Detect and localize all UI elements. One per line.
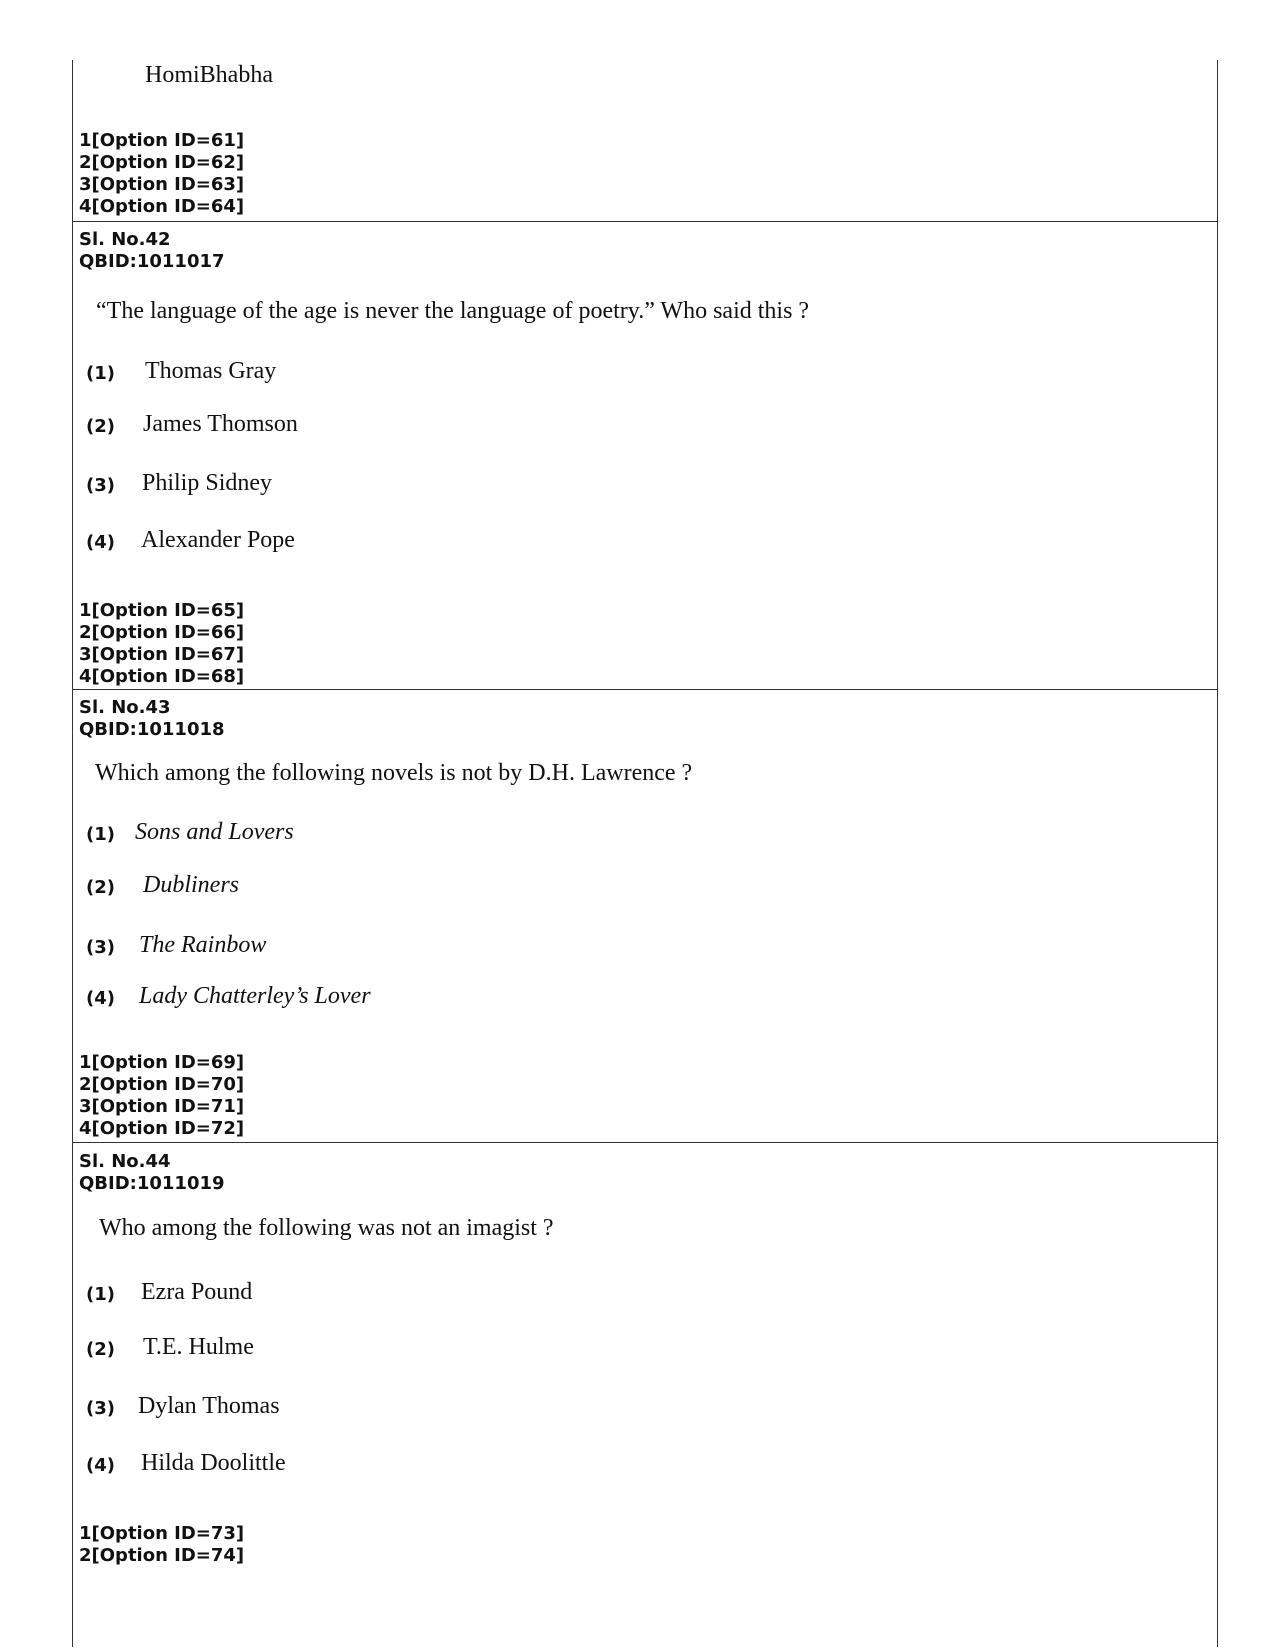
serial-number: Sl. No.42 [79, 229, 171, 250]
option-id-line: 4[Option ID=68] [79, 666, 245, 687]
serial-number: Sl. No.44 [79, 1151, 171, 1172]
option-number: (2) [86, 1339, 115, 1360]
option-id-line: 2[Option ID=70] [79, 1074, 245, 1095]
option-number: (4) [86, 532, 115, 553]
option-text: Ezra Pound [141, 1279, 253, 1305]
option-number: (2) [86, 416, 115, 437]
question-text-44: Who among the following was not an imagist ? [99, 1215, 554, 1241]
question-text-42: “The language of the age is never the language of poetry.” Who said this ? [96, 298, 810, 324]
question-divider [72, 221, 1218, 222]
option-id-line: 4[Option ID=64] [79, 196, 245, 217]
option-number: (3) [86, 937, 115, 958]
question-divider [72, 1142, 1218, 1143]
option-text: T.E. Hulme [143, 1334, 254, 1360]
option-ids-43 [79, 1052, 244, 1140]
qbid: QBID:1011019 [79, 1173, 225, 1194]
option-id-line: 4[Option ID=72] [79, 1118, 245, 1139]
option-text: Dubliners [143, 872, 239, 898]
option-id-line: 3[Option ID=67] [79, 644, 245, 665]
previous-option-text: HomiBhabha [145, 62, 273, 88]
question-header-42 [79, 229, 225, 273]
option-id-line: 3[Option ID=71] [79, 1096, 245, 1117]
option-id-line: 2[Option ID=66] [79, 622, 245, 643]
option-text: Thomas Gray [145, 358, 277, 384]
option-id-line: 1[Option ID=65] [79, 600, 245, 621]
question-text-43: Which among the following novels is not by D.H. Lawrence ? [95, 760, 693, 786]
option-text: Lady Chatterley’s Lover [139, 983, 371, 1009]
option-id-line: 3[Option ID=63] [79, 174, 245, 195]
option-number: (4) [86, 988, 115, 1009]
option-ids-42 [79, 600, 244, 688]
option-number: (1) [86, 824, 115, 845]
qbid: QBID:1011018 [79, 719, 225, 740]
option-number: (3) [86, 1398, 115, 1419]
option-id-line: 1[Option ID=73] [79, 1523, 245, 1544]
option-number: (4) [86, 1455, 115, 1476]
option-text: James Thomson [143, 411, 298, 437]
option-number: (1) [86, 1284, 115, 1305]
option-text: Hilda Doolittle [141, 1450, 286, 1476]
question-header-43 [79, 697, 225, 741]
previous-option-ids [79, 130, 244, 218]
serial-number: Sl. No.43 [79, 697, 171, 718]
option-id-line: 2[Option ID=62] [79, 152, 245, 173]
qbid: QBID:1011017 [79, 251, 225, 272]
question-header-44 [79, 1151, 225, 1195]
option-text: Dylan Thomas [138, 1393, 280, 1419]
option-text: Sons and Lovers [135, 819, 294, 845]
option-number: (2) [86, 877, 115, 898]
option-ids-44 [79, 1523, 244, 1567]
option-id-line: 2[Option ID=74] [79, 1545, 245, 1566]
option-text: The Rainbow [139, 932, 267, 958]
option-number: (3) [86, 475, 115, 496]
question-divider [72, 689, 1218, 690]
option-text: Alexander Pope [141, 527, 295, 553]
option-number: (1) [86, 363, 115, 384]
option-text: Philip Sidney [142, 470, 273, 496]
option-id-line: 1[Option ID=61] [79, 130, 245, 151]
option-id-line: 1[Option ID=69] [79, 1052, 245, 1073]
